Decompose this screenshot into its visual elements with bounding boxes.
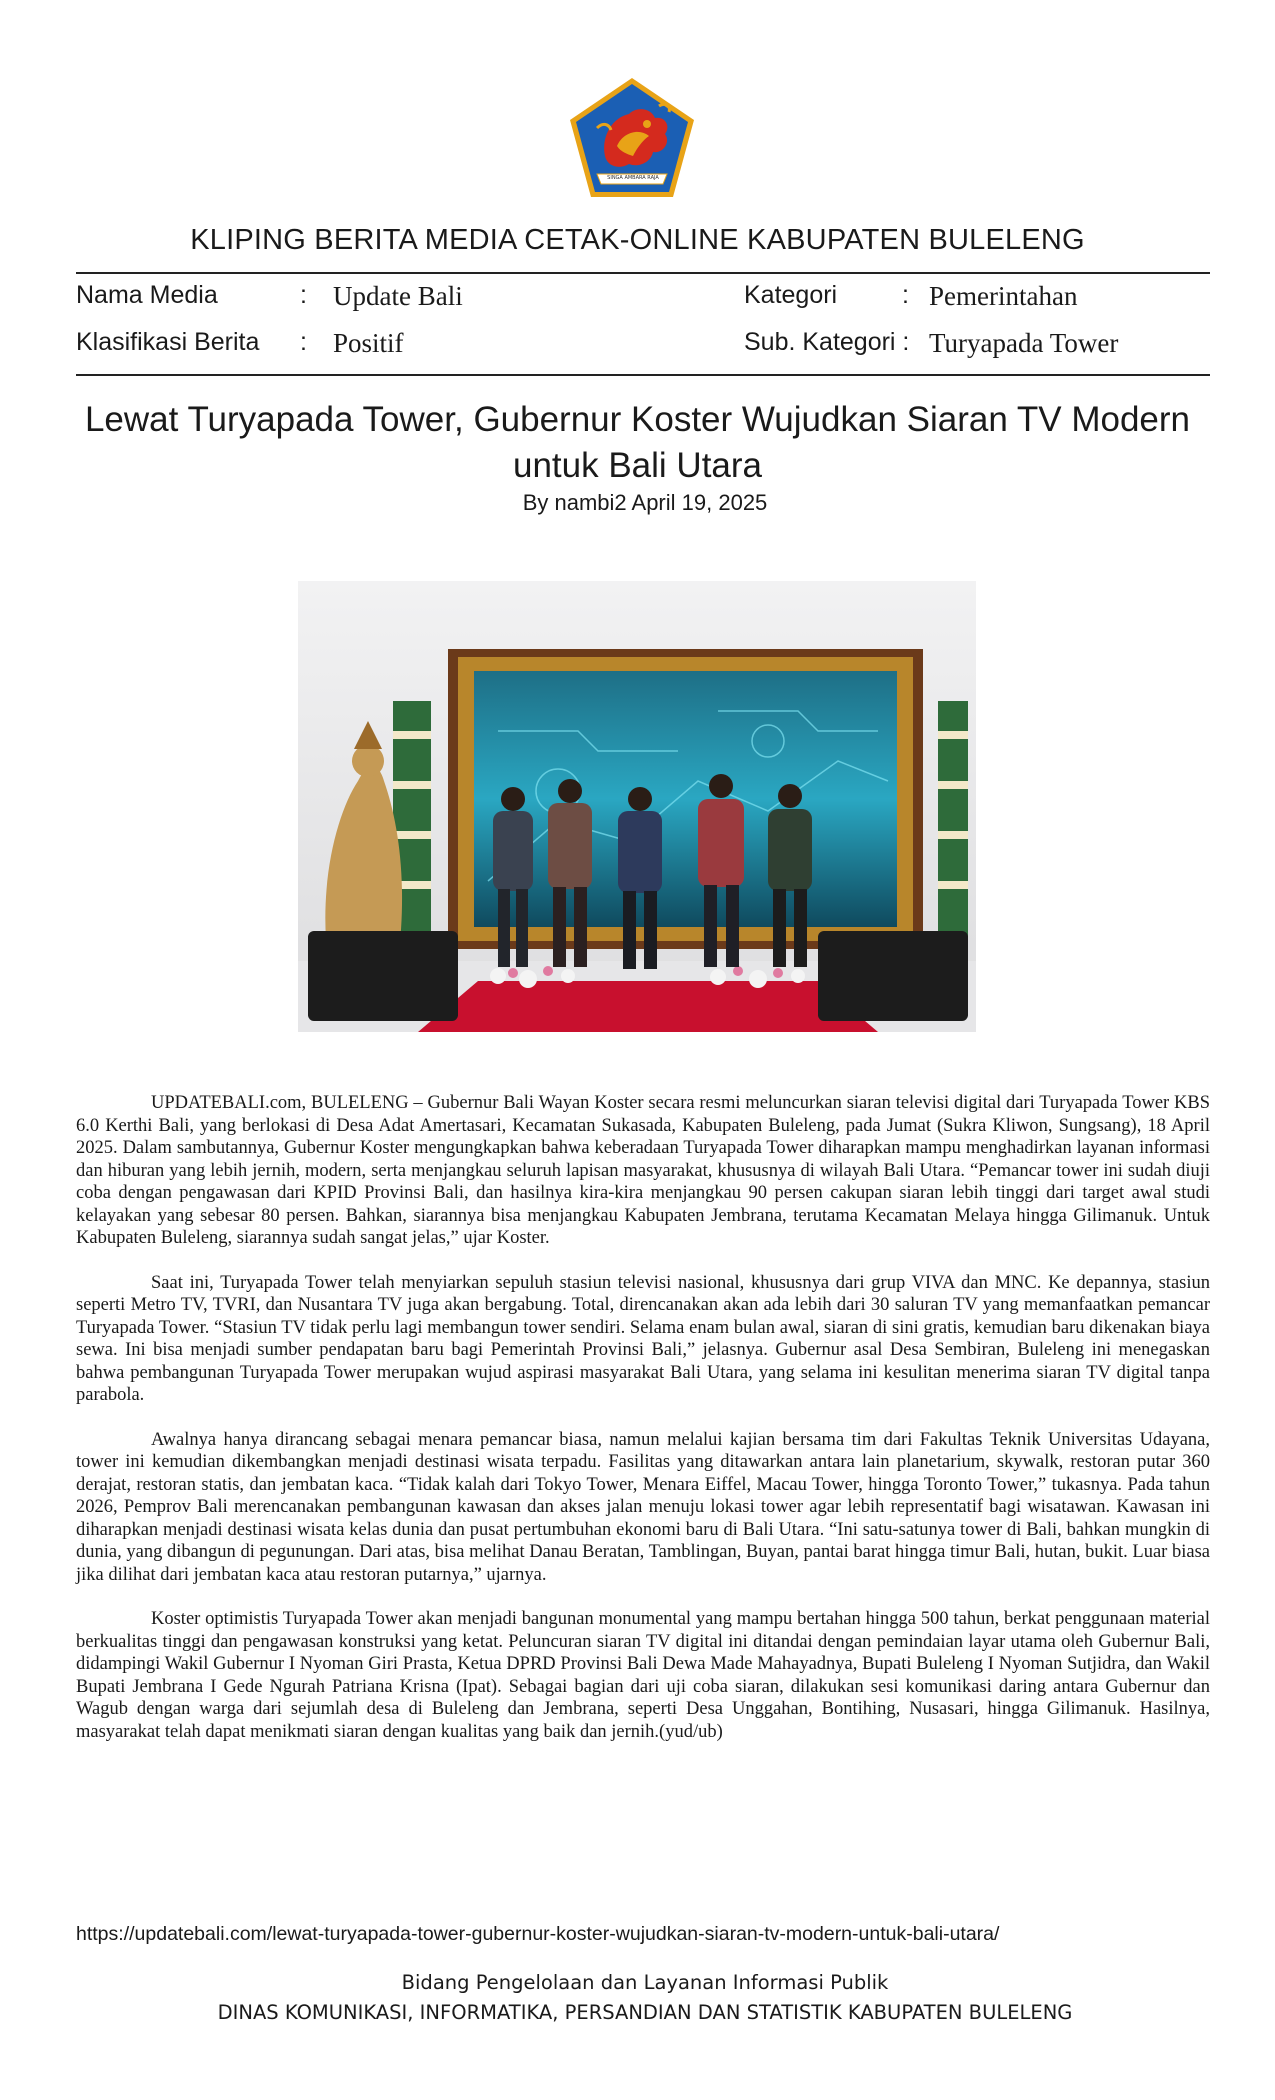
article-paragraph-3: Awalnya hanya dirancang sebagai menara pemancar biasa, namun melalui kajian bersama tim dari Fakultas Teknik Universitas Udayana, tower ini kemudian dikembangkan menjadi destinasi wisata terpadu. Fasilitas yang ditawarkan antara lain planetarium, skywalk, restoran putar 360 derajat, restoran statis, dan jembatan kaca. “Tidak kalah dari Tokyo Tower, Menara Eiffel, Macau Tower, hingga Toronto Tower,” tukasnya. Pada tahun 2026, Pemprov Bali merencanakan pembangunan kawasan dan akses jalan menuju lokasi tower agar lebih representatif bagi wisatawan. Kawasan ini diharapkan menjadi destinasi wisata kelas dunia dan pusat pertumbuhan ekonomi baru di Bali Utara. “Ini satu-satunya tower di Bali, bahkan mungkin di dunia, yang dibangun di pegunungan. Dari atas, bisa melihat Danau Beratan, Tamblingan, Buyan, pantai barat hingga timur Bali, hutan, bukit. Luar biasa jika dilihat dari jembatan kaca atau restoran putarnya,” ujarnya.: [76, 1429, 1210, 1585]
article-byline: By nambi2 April 19, 2025: [522, 490, 768, 515]
footer-department: Bidang Pengelolaan dan Layanan Informasi Publik: [401, 1971, 889, 1994]
kategori-label: Kategori: [744, 281, 838, 309]
headline-line-2: untuk Bali Utara: [512, 446, 763, 485]
article-paragraph-4: Koster optimistis Turyapada Tower akan menjadi bangunan monumental yang mampu bertahan hingga 500 tahun, berkat penggunaan material berkualitas tinggi dan pengawasan konstruksi yang ketat. Peluncuran siaran TV digital ini ditandai dengan pemindaian layar utama oleh Gubernur Bali, didampingi Wakil Gubernur I Nyoman Giri Prasta, Ketua DPRD Provinsi Bali Dewa Made Mahayadnya, Bupati Buleleng I Nyoman Sutjidra, dan Wakil Bupati Jembrana I Gede Ngurah Patriana Krisna (Ipat). Sebagai bagian dari uji coba siaran, dilakukan sesi komunikasi daring antara Gubernur dan Wagub dengan warga dari sejumlah desa di Buleleng dan Jembrana, seperti Desa Unggahan, Bontihing, Nusasari, hingga Gilimanuk. Hasilnya, masyarakat telah dapat menikmati siaran dengan kualitas yang baik dan jernih.(yud/ub): [76, 1609, 1210, 1742]
headline-line-1: Lewat Turyapada Tower, Gubernur Koster Wujudkan Siaran TV Modern: [84, 400, 1191, 439]
article-body: [76, 1092, 1210, 1765]
source-url[interactable]: https://updatebali.com/lewat-turyapada-tower-gubernur-koster-wujudkan-siaran-tv-modern-untuk-bali-utara/: [76, 1923, 1000, 1945]
header-rule-bottom: [76, 374, 1210, 376]
kategori-colon: :: [902, 281, 909, 309]
klasifikasi-colon: :: [300, 328, 307, 356]
subkategori-label: Sub. Kategori :: [744, 328, 910, 356]
footer-agency: DINAS KOMUNIKASI, INFORMATIKA, PERSANDIAN DAN STATISTIK KABUPATEN BULELENG: [217, 2001, 1073, 2024]
article-photo: [298, 581, 976, 1032]
article-paragraph-1: UPDATEBALI.com, BULELENG – Gubernur Bali Wayan Koster secara resmi meluncurkan siaran televisi digital dari Turyapada Tower KBS 6.0 Kerthi Bali, yang berlokasi di Desa Adat Amertasari, Kecamatan Sukasada, Kabupaten Buleleng, pada Jumat (Sukra Kliwon, Sungsang), 18 April 2025. Dalam sambutannya, Gubernur Koster mengungkapkan bahwa keberadaan Turyapada Tower diharapkan mampu menghadirkan layanan informasi dan hiburan yang lebih jernih, modern, serta menjangkau seluruh lapisan masyarakat, khususnya di wilayah Bali Utara. “Pemancar tower ini sudah diuji coba dengan pengawasan dari KPID Provinsi Bali, dan hasilnya kira-kira menjangkau 90 persen cakupan siaran lebih tinggi dari target awal studi kelayakan yang sebesar 80 persen. Bahkan, siarannya bisa menjangkau Kabupaten Jembrana, terutama Kecamatan Melaya hingga Gilimanuk. Untuk Kabupaten Buleleng, siarannya sudah sangat jelas,” ujar Koster.: [76, 1093, 1210, 1248]
article-headline: [60, 397, 1215, 489]
header-rule-top: [76, 272, 1210, 274]
buleleng-logo: [567, 76, 697, 200]
article-paragraph-2: Saat ini, Turyapada Tower telah menyiarkan sepuluh stasiun televisi nasional, khususnya dari grup VIVA dan MNC. Ke depannya, stasiun seperti Metro TV, TVRI, dan Nusantara TV juga akan bergabung. Total, direncanakan akan ada lebih dari 30 saluran TV yang memanfaatkan pemancar Turyapada Tower. “Stasiun TV tidak perlu lagi membangun tower sendiri. Selama enam bulan awal, siaran di sini gratis, kemudian baru dikenakan biaya sewa. Ini bisa menjadi sumber pendapatan baru bagi Pemerintah Provinsi Bali,” jelasnya. Gubernur asal Desa Sembiran, Buleleng ini menegaskan bahwa pembangunan Turyapada Tower merupakan wujud aspirasi masyarakat Bali Utara, yang selama ini kesulitan menerima siaran TV digital tanpa parabola.: [76, 1272, 1210, 1405]
logo-ribbon-text: SINGA AMBARA RAJA: [607, 175, 659, 181]
media-colon: :: [300, 281, 307, 309]
kliping-title: KLIPING BERITA MEDIA CETAK-ONLINE KABUPATEN BULELENG: [190, 224, 1085, 256]
launch-ceremony-image: [298, 581, 976, 1032]
media-value: Update Bali: [333, 281, 463, 311]
klasifikasi-label: Klasifikasi Berita: [76, 328, 260, 356]
media-label: Nama Media: [76, 281, 218, 309]
klasifikasi-value: Positif: [333, 328, 404, 358]
subkategori-value: Turyapada Tower: [929, 328, 1119, 358]
crest-icon: [567, 76, 697, 200]
kategori-value: Pemerintahan: [929, 281, 1078, 311]
